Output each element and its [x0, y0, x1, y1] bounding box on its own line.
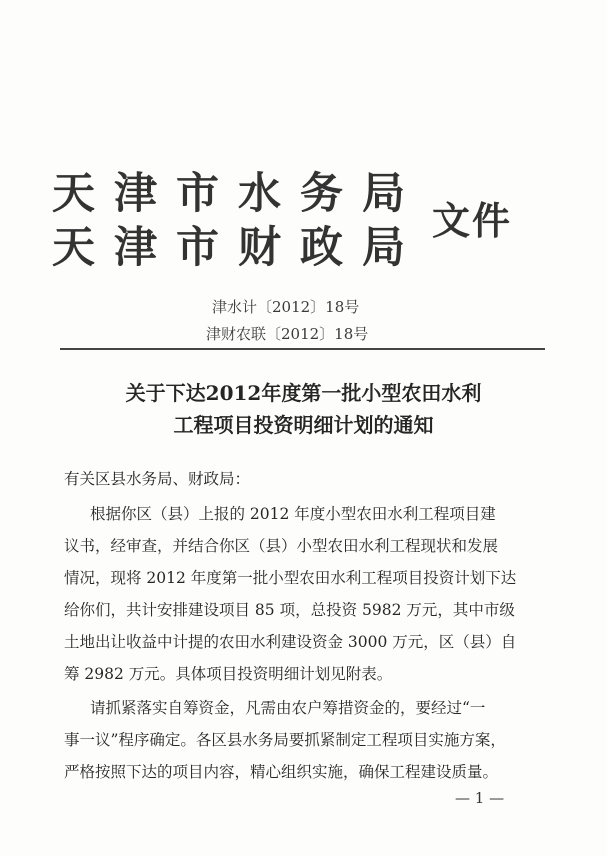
paragraph-1-line: 土地出让收益中计提的农田水利建设资金 3000 万元，区（县）自: [64, 633, 517, 651]
header-divider: [60, 348, 545, 350]
issuing-agency-finance: 天津市财政局: [52, 223, 424, 273]
document-suffix: 文件: [432, 199, 513, 243]
paragraph-1-line: 根据你区（县）上报的 2012 年度小型农田水利工程项目建: [90, 505, 496, 523]
document-title-line-1: 关于下达2012年度第一批小型农田水利: [125, 381, 482, 405]
issuing-agency-water: 天津市水务局: [52, 169, 424, 219]
salutation: 有关区县水务局、财政局：: [64, 470, 251, 488]
paragraph-1-line: 筹 2982 万元。具体项目投资明细计划见附表。: [64, 665, 393, 683]
paragraph-2-line: 严格按照下达的项目内容，精心组织实施，确保工程建设质量。: [64, 763, 499, 781]
paragraph-2-line: 事一议”程序确定。各区县水务局要抓紧制定工程项目实施方案，: [64, 731, 506, 749]
paragraph-1-line: 给你们，共计安排建设项目 85 项，总投资 5982 万元，其中市级: [64, 601, 515, 619]
paragraph-2-line: 请抓紧落实自筹资金，凡需由农户筹措资金的，要经过“一: [90, 699, 486, 717]
paragraph-1-line: 情况，现将 2012 年度第一批小型农田水利工程项目投资计划下达: [64, 569, 517, 587]
document-title-line-2: 工程项目投资明细计划的通知: [173, 413, 434, 437]
document-number-finance: 津财农联〔2012〕18号: [206, 325, 369, 343]
document-number-water: 津水计〔2012〕18号: [212, 298, 360, 316]
page-number: — 1 —: [455, 789, 505, 807]
paragraph-1-line: 议书，经审查，并结合你区（县）小型农田水利工程现状和发展: [64, 537, 499, 555]
